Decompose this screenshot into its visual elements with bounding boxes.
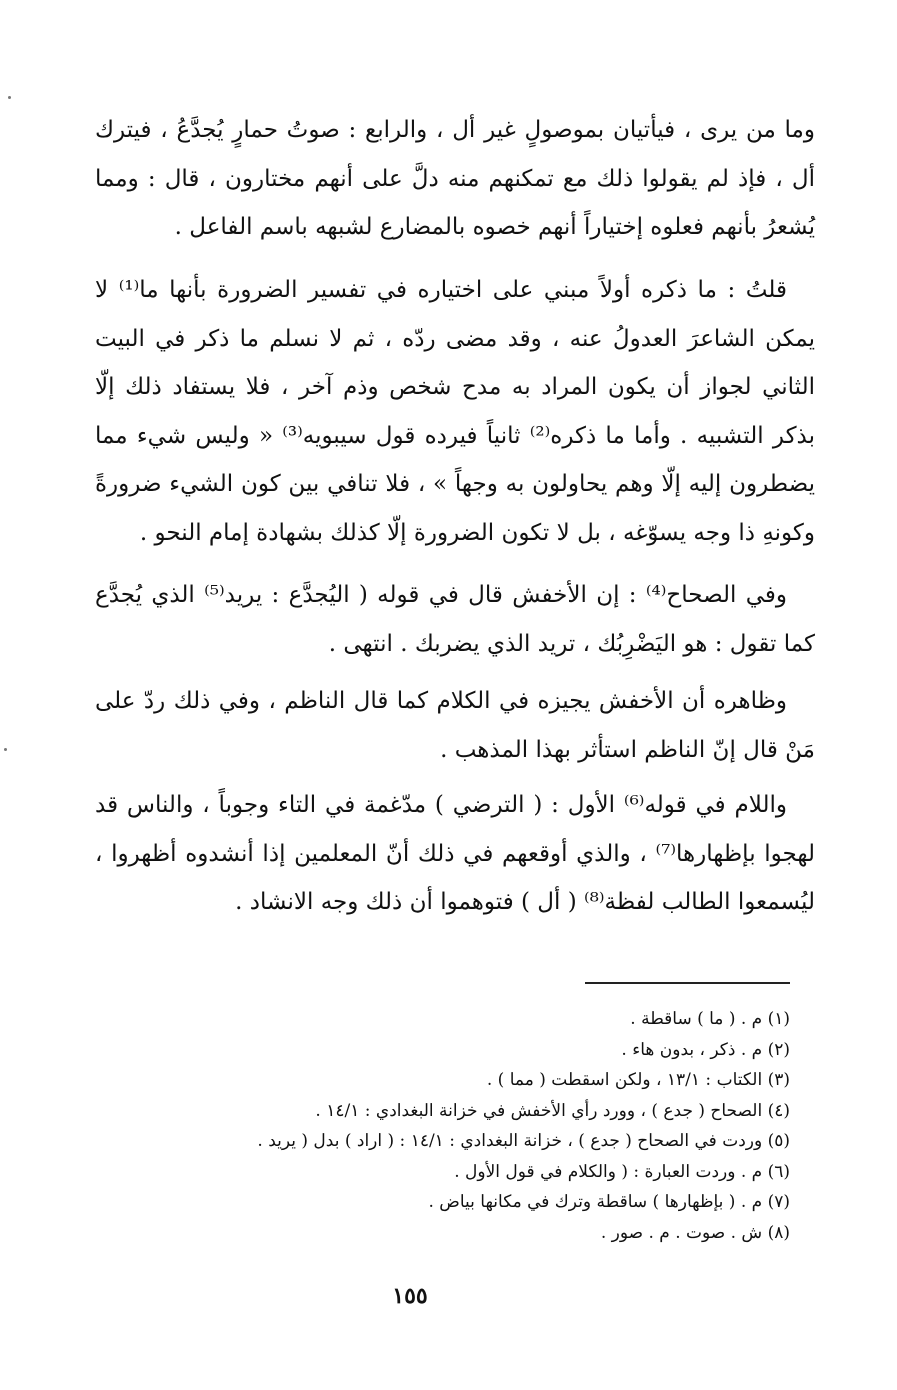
- paragraph-2: قلتُ : ما ذكره أولاً مبني على اختياره في تفسير الضرورة بأنها ما⁽¹⁾ لا يمكن الشاعرَ العدولُ عنه ، وقد مضى ردّه ، ثم لا نسلم ما ذكر في البيت الثاني لجواز أن يكون المراد به مدح شخص وذم آخر ، فلا يستفاد ذلك إلّا بذكر التشبيه . وأما ما ذكره⁽²⁾ ثانياً فيرده قول سيبويه⁽³⁾ « وليس شيء مما يضطرون إليه إلّا وهم يحاولون به وجهاً » ، فلا تنافي بين كون الشيء ضرورةً وكونهِ ذا وجه يسوّغه ، بل لا تكون الضرورة إلّا كذلك بشهادة إمام النحو .: [95, 277, 815, 546]
- scan-speck: [4, 748, 7, 751]
- footnote-8: (٨) ش . صوت . م . صور .: [600, 1222, 790, 1243]
- footnote-6: (٦) م . وردت العبارة : ( والكلام في قول الأول .: [454, 1161, 790, 1182]
- footnote-2: (٢) م . ذكر ، بدون هاء .: [621, 1039, 790, 1060]
- paragraph-4: وظاهره أن الأخفش يجيزه في الكلام كما قال الناظم ، وفي ذلك ردّ على مَنْ قال إنّ الناظم استأثر بهذا المذهب .: [95, 688, 815, 763]
- footnotes-list: [150, 1004, 790, 1248]
- page-number: ١٥٥: [392, 1283, 428, 1309]
- paragraph-5: واللام في قوله⁽⁶⁾ الأول : ( الترضي ) مدّغمة في التاء وجوباً ، والناس قد لهجوا بإظهارها⁽⁷⁾ ، والذي أوقعهم في ذلك أنّ المعلمين إذا أنشدوه أظهروا ، ليُسمعوا الطالب لفظة⁽⁸⁾ ( أل ) فتوهموا أن ذلك وجه الانشاد .: [95, 792, 815, 915]
- footnote-1: (١) م . ( ما ) ساقطة .: [630, 1009, 790, 1029]
- footnote-3: (٣) الكتاب : ١٣/١ ، ولكن اسقطت ( مما ) .: [486, 1070, 790, 1090]
- scan-speck: [8, 96, 11, 99]
- paragraph-1: وما من يرى ، فيأتيان بموصولٍ غير أل ، والرابع : صوتُ حمارٍ يُجدَّعُ ، فيترك أل ، فإذ لم يقولوا ذلك مع تمكنهم منه دلَّ على أنهم مختارون ، قال : ومما يُشعرُ بأنهم فعلوه إختياراً أنهم خصوه بالمضارع لشبهه باسم الفاعل .: [95, 117, 815, 240]
- footnote-5: (٥) وردت في الصحاح ( جدع ) ، خزانة البغدادي : ١٤/١ : ( اراد ) بدل ( يريد .: [257, 1131, 790, 1151]
- footnote-separator: [585, 982, 790, 984]
- footnote-4: (٤) الصحاح ( جدع ) ، وورد رأي الأخفش في خزانة البغدادي : ١٤/١ .: [315, 1100, 790, 1121]
- paragraph-3: وفي الصحاح⁽⁴⁾ : إن الأخفش قال في قوله ( اليُجدَّع : يريد⁽⁵⁾ الذي يُجدَّع كما تقول : هو اليَضْرِبُك ، تريد الذي يضربك . انتهى .: [95, 582, 815, 657]
- footnote-7: (٧) م . ( بإظهارها ) ساقطة وترك في مكانها بياض .: [428, 1192, 790, 1212]
